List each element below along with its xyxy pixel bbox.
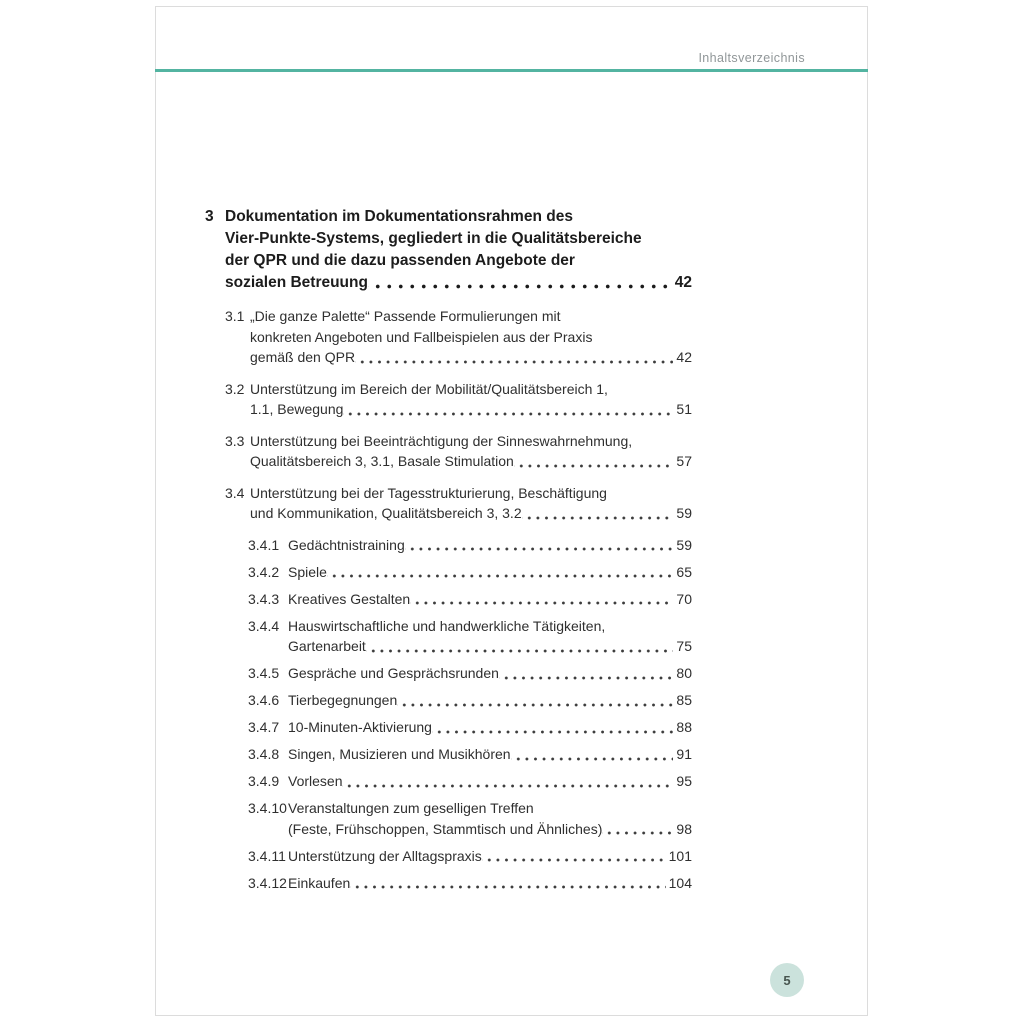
toc-entry-text: Veranstaltungen zum geselligen Treffen xyxy=(288,800,534,816)
header-rule xyxy=(155,69,868,72)
toc-entry-number: 3.4.10 xyxy=(248,800,287,816)
running-header: Inhaltsverzeichnis xyxy=(698,51,805,65)
toc-entry-number: 3.4.8 xyxy=(248,746,280,762)
toc-entry-text: Spiele xyxy=(288,563,327,580)
toc-entry-page: 88 xyxy=(676,719,692,735)
toc-entry xyxy=(248,846,692,867)
toc-entry xyxy=(225,483,692,524)
toc-entry-number: 3.1 xyxy=(225,308,245,324)
toc-entry xyxy=(248,616,692,657)
dot-leader xyxy=(355,347,673,368)
toc-entry xyxy=(248,589,692,610)
toc-entry-text: Singen, Musizieren und Musikhören xyxy=(288,746,511,762)
dot-leader xyxy=(514,451,674,472)
toc-entry-page: 42 xyxy=(676,349,692,365)
toc-entry-page: 42 xyxy=(674,274,692,291)
toc-chapter-entry xyxy=(205,206,692,294)
toc-entry-text: der QPR und die dazu passenden Angebote der xyxy=(225,252,575,269)
toc-entry-page: 51 xyxy=(676,401,692,417)
toc-entry-text: gemäß den QPR xyxy=(250,349,356,365)
dot-leader xyxy=(482,846,666,867)
toc-entry-number: 3.4.9 xyxy=(248,773,280,789)
dot-leader xyxy=(499,663,674,684)
toc-entry-text: Unterstützung bei der Tagesstrukturierung, Beschäftigung xyxy=(250,484,607,501)
dot-leader xyxy=(397,690,673,711)
toc-entry-number: 3 xyxy=(205,208,214,225)
toc-entry-text: Unterstützung im Bereich der Mobilität/Qualitätsbereich 1, xyxy=(250,380,608,397)
dot-leader xyxy=(327,562,674,583)
dot-leader xyxy=(432,717,673,738)
toc-entry-page: 70 xyxy=(676,590,692,607)
page-number: 5 xyxy=(783,972,791,988)
toc-entry-text: Unterstützung der Alltagspraxis xyxy=(288,847,482,864)
toc xyxy=(205,206,692,900)
toc-entry-text: Tierbegegnungen xyxy=(288,692,398,708)
toc-entry-number: 3.4.4 xyxy=(248,617,280,634)
dot-leader xyxy=(343,399,673,420)
toc-entry-text: 1.1, Bewegung xyxy=(250,401,344,417)
toc-entry xyxy=(248,690,692,711)
toc-entry-page: 57 xyxy=(676,453,692,469)
dot-leader xyxy=(368,272,670,294)
toc-entry xyxy=(225,431,692,472)
toc-entry-text: konkreten Angeboten und Fallbeispielen aus der Praxis xyxy=(250,328,593,345)
toc-entry-number: 3.4.11 xyxy=(248,847,286,864)
toc-entry-text: Vier-Punkte-Systems, gegliedert in die Qualitätsbereiche xyxy=(225,230,642,247)
toc-entry xyxy=(248,717,692,738)
toc-entry-number: 3.3 xyxy=(225,432,245,449)
toc-entry-page: 59 xyxy=(676,505,692,521)
toc-entry-text: Unterstützung bei Beeinträchtigung der Sinneswahrnehmung, xyxy=(250,432,633,449)
toc-entry xyxy=(248,663,692,684)
toc-entry-number: 3.4.1 xyxy=(248,536,280,553)
toc-entry xyxy=(248,562,692,583)
toc-entry-text: Gedächtnistraining xyxy=(288,536,405,553)
toc-entry-page: 91 xyxy=(676,746,692,762)
toc-entry xyxy=(225,379,692,420)
dot-leader xyxy=(405,535,674,556)
page-number-badge xyxy=(770,963,804,997)
dot-leader xyxy=(350,873,665,894)
page xyxy=(155,6,868,1016)
toc-entry xyxy=(248,771,692,792)
toc-entry-number: 3.4.2 xyxy=(248,563,280,580)
dot-leader xyxy=(342,771,673,792)
toc-entry-page: 101 xyxy=(668,847,692,864)
toc-entry-text: Qualitätsbereich 3, 3.1, Basale Stimulation xyxy=(250,453,514,469)
toc-entry-text: (Feste, Frühschoppen, Stammtisch und Ähnliches) xyxy=(288,820,603,837)
toc-entry-text: „Die ganze Palette“ Passende Formulierungen mit xyxy=(250,308,561,324)
toc-entry-number: 3.4.7 xyxy=(248,719,280,735)
toc-entry xyxy=(225,306,692,368)
dot-leader xyxy=(602,819,673,840)
toc-entry-text: 10-Minuten-Aktivierung xyxy=(288,719,432,735)
toc-entry xyxy=(248,873,692,894)
toc-entry-number: 3.4.12 xyxy=(248,874,287,891)
toc-entry-number: 3.4.3 xyxy=(248,590,280,607)
toc-entry-page: 80 xyxy=(676,665,692,681)
toc-entry-text: Kreatives Gestalten xyxy=(288,590,411,607)
toc-entry-number: 3.4 xyxy=(225,484,245,501)
toc-entry-page: 75 xyxy=(676,638,692,654)
toc-entry-page: 59 xyxy=(676,536,692,553)
toc-entry xyxy=(248,798,692,839)
toc-entry-text: Vorlesen xyxy=(288,773,343,789)
toc-entry-number: 3.4.6 xyxy=(248,692,280,708)
toc-entry-page: 95 xyxy=(676,773,692,789)
dot-leader xyxy=(366,636,674,657)
toc-entry-text: Dokumentation im Dokumentationsrahmen des xyxy=(225,208,573,225)
toc-entry-page: 104 xyxy=(668,874,692,891)
dot-leader xyxy=(511,744,674,765)
toc-entry-number: 3.2 xyxy=(225,380,245,397)
dot-leader xyxy=(410,589,673,610)
toc-entry-text: sozialen Betreuung xyxy=(225,274,368,291)
toc-entry-text: Hauswirtschaftliche und handwerkliche Tätigkeiten, xyxy=(288,617,606,634)
toc-entry-page: 65 xyxy=(676,563,692,580)
toc-entry-text: Gartenarbeit xyxy=(288,638,366,654)
toc-entry-text: Einkaufen xyxy=(288,874,351,891)
toc-entry-text: Gespräche und Gesprächsrunden xyxy=(288,665,499,681)
toc-entry-page: 98 xyxy=(676,820,692,837)
toc-entry-text: und Kommunikation, Qualitätsbereich 3, 3.2 xyxy=(250,505,522,521)
dot-leader xyxy=(522,503,674,524)
toc-entry-number: 3.4.5 xyxy=(248,665,280,681)
toc-entry-page: 85 xyxy=(676,692,692,708)
toc-entry xyxy=(248,535,692,556)
toc-entry xyxy=(248,744,692,765)
